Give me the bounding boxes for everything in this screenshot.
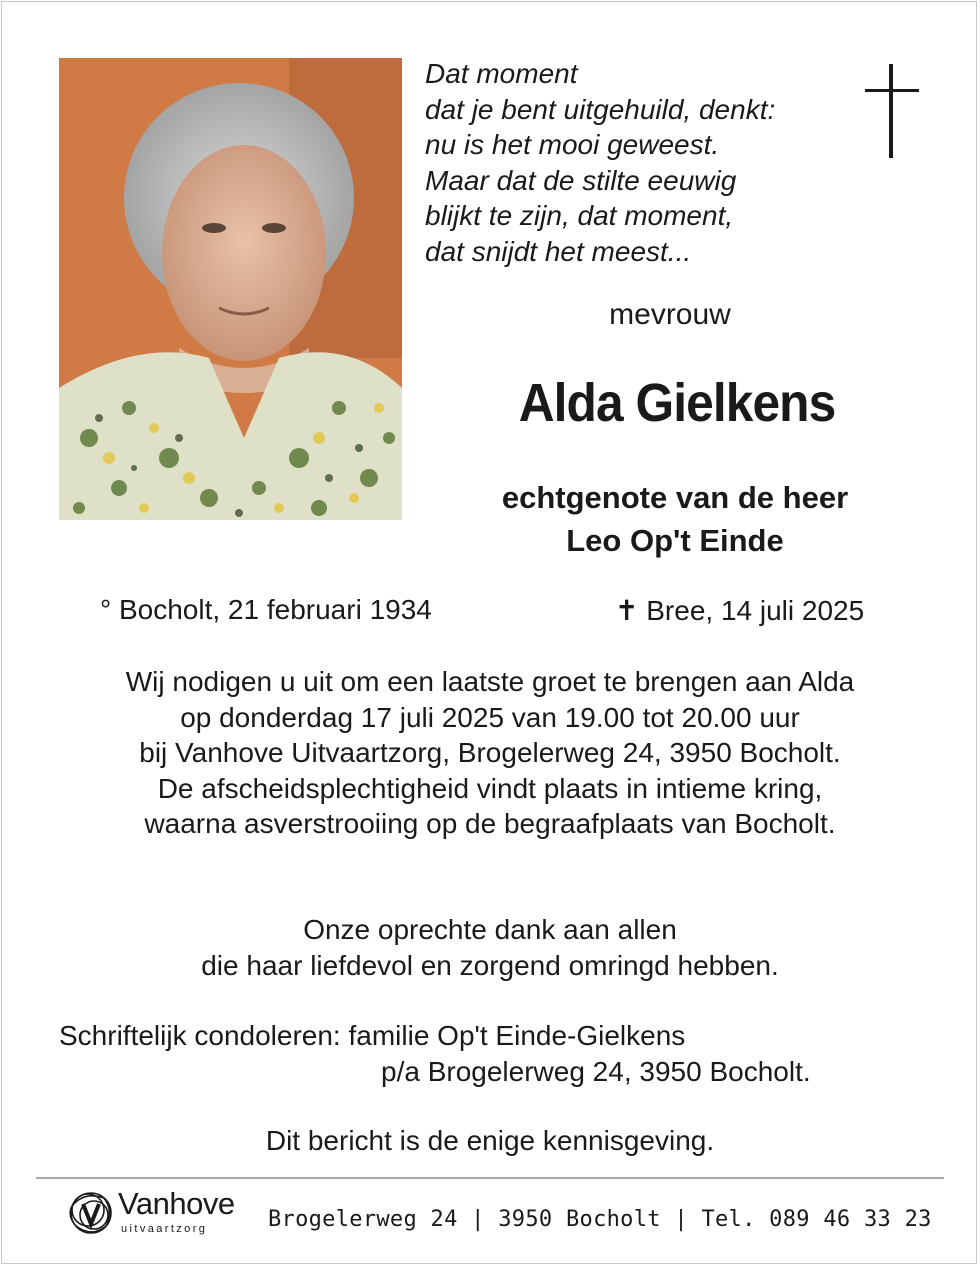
honorific-title: mevrouw bbox=[609, 298, 731, 331]
spouse-block bbox=[440, 476, 910, 562]
logo-wordmark: Vanhove bbox=[118, 1186, 235, 1221]
spouse-line: echtgenote van de heer bbox=[501, 480, 849, 515]
thanks-line: die haar liefdevol en zorgend omringd hebben. bbox=[201, 950, 779, 981]
condolence-line: Schriftelijk condoleren: familie Op't Einde-Gielkens bbox=[59, 1020, 686, 1051]
logo-subtitle: uitvaartzorg bbox=[121, 1223, 208, 1235]
poem-line: Maar dat de stilte eeuwig bbox=[425, 164, 737, 196]
cross-icon bbox=[862, 60, 922, 160]
invitation-line: De afscheidsplechtigheid vindt plaats in intieme kring, bbox=[157, 772, 823, 804]
condolence-info bbox=[59, 1018, 811, 1090]
condolence-address: p/a Brogelerweg 24, 3950 Bocholt. bbox=[381, 1056, 811, 1087]
invitation-line: Wij nodigen u uit om een laatste groet te brengen aan Alda bbox=[125, 666, 855, 697]
poem-line: Dat moment bbox=[425, 58, 578, 89]
invitation-line: op donderdag 17 juli 2025 van 19.00 tot 20.00 uur bbox=[180, 701, 800, 733]
portrait-photo bbox=[59, 58, 402, 520]
poem bbox=[425, 56, 775, 269]
footer-address: Brogelerweg 24 | 3950 Bocholt | Tel. 089 46 33 23 bbox=[268, 1207, 932, 1232]
deceased-name: Alda Gielkens bbox=[518, 373, 836, 433]
death-info: ✝ Bree, 14 juli 2025 bbox=[615, 595, 865, 626]
poem-line: nu is het mooi geweest. bbox=[425, 129, 720, 160]
thanks-line: Onze oprechte dank aan allen bbox=[303, 914, 677, 945]
footer-divider bbox=[36, 1177, 944, 1179]
invitation-text bbox=[40, 664, 940, 842]
thanks-text bbox=[40, 912, 940, 984]
poem-line: dat snijdt het meest... bbox=[425, 235, 692, 267]
poem-line: blijkt te zijn, dat moment, bbox=[425, 200, 734, 231]
poem-line: dat je bent uitgehuild, denkt: bbox=[425, 93, 776, 125]
notice-text: Dit bericht is de enige kennisgeving. bbox=[265, 1125, 715, 1156]
birth-info: ° Bocholt, 21 februari 1934 bbox=[100, 594, 432, 625]
invitation-line: bij Vanhove Uitvaartzorg, Brogelerweg 24, 3950 Bocholt. bbox=[139, 737, 841, 768]
spouse-name: Leo Op't Einde bbox=[566, 523, 784, 558]
invitation-line: waarna asverstrooiing op de begraafplaats van Bocholt. bbox=[144, 808, 836, 839]
